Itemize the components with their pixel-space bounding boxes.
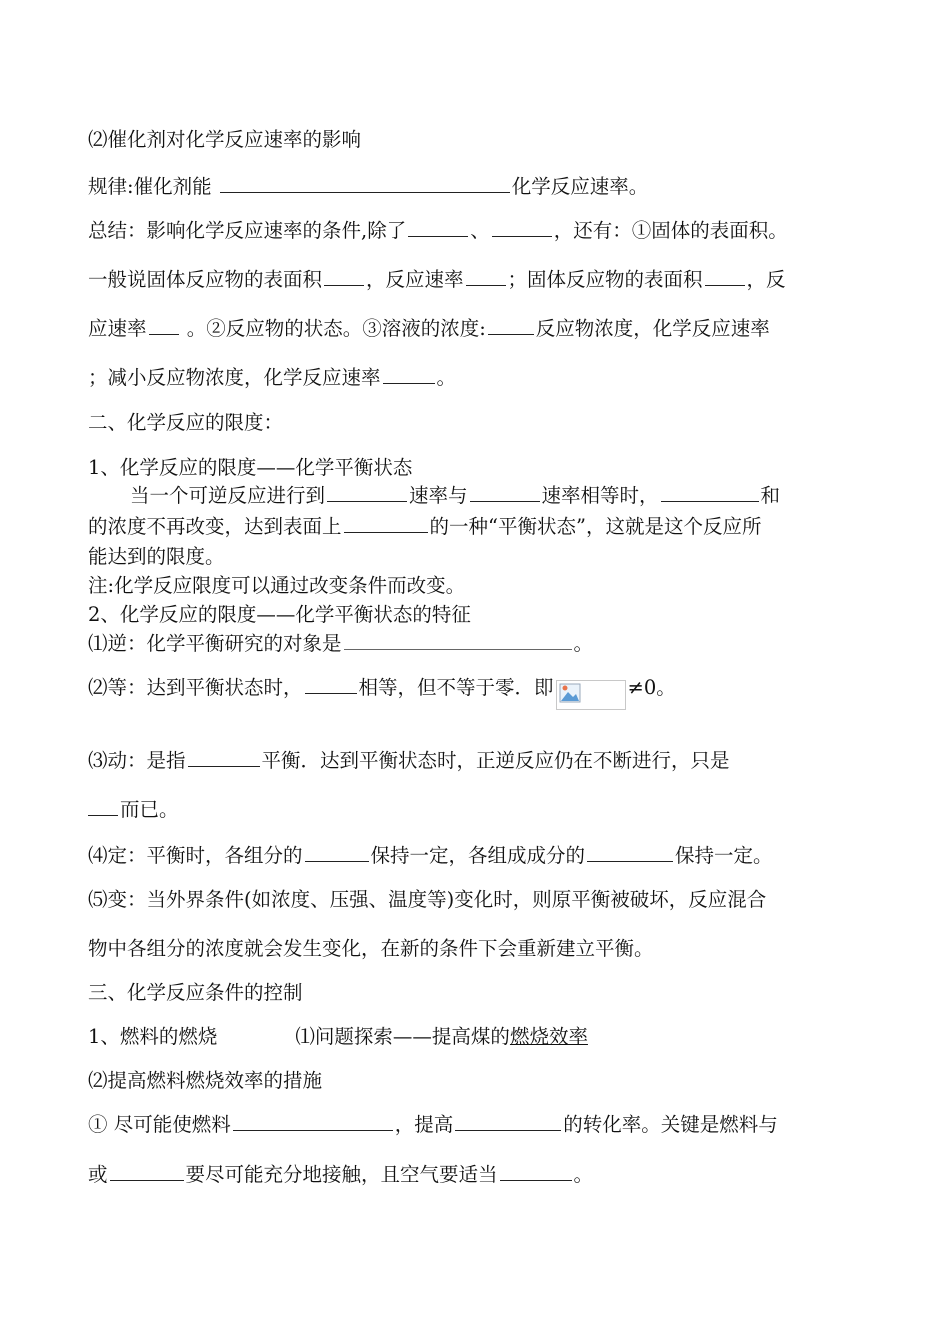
section-3-1-heading	[88, 1021, 588, 1049]
blank[interactable]	[408, 218, 468, 237]
summary-line-1	[88, 215, 788, 243]
blank[interactable]	[344, 631, 572, 650]
text: ⑴问题探索——提高煤的	[295, 1025, 510, 1048]
section-2-1-heading	[88, 452, 412, 480]
text: ⑶动：是指	[88, 749, 186, 772]
section-3-2-heading	[88, 1065, 322, 1093]
text: 化学反应速率。	[511, 175, 649, 198]
text: ；固体反应物的表面积	[507, 268, 703, 291]
text: 保持一定。	[675, 844, 773, 867]
text: 一般说固体反应物的表面积	[88, 268, 323, 291]
text: ⑷定：平衡时，各组分的	[88, 844, 303, 867]
text: 或	[88, 1163, 108, 1186]
blank[interactable]	[470, 483, 540, 502]
section-3-heading	[88, 977, 303, 1005]
text: 和	[760, 484, 781, 507]
summary-line-2	[88, 264, 786, 292]
text: 的一种“平衡状态”，这就是这个反应所	[429, 515, 762, 538]
text: 总结：影响化学反应速率的条件,除了	[88, 219, 407, 242]
blank[interactable]	[587, 843, 673, 862]
blank[interactable]	[110, 1162, 184, 1181]
feature-change-1	[88, 884, 766, 912]
text: 速率相等时，	[541, 484, 659, 507]
section-2-heading	[88, 407, 283, 435]
text: 二、化学反应的限度：	[88, 411, 284, 434]
text: ，提高	[394, 1113, 454, 1136]
section-2-2-heading	[88, 599, 471, 627]
feature-fixed	[88, 840, 773, 868]
underlined-term: 燃烧效率	[509, 1025, 588, 1048]
text: 应速率	[88, 317, 147, 340]
measure-line-1	[88, 1109, 778, 1137]
text: 、	[470, 219, 490, 242]
text: 保持一定，各组成成分的	[370, 844, 586, 867]
text: ，还有：①固体的表面积。	[553, 219, 788, 242]
text: ，反	[746, 268, 786, 291]
blank[interactable]	[455, 1112, 561, 1131]
blank[interactable]	[188, 748, 260, 767]
text: 当一个可逆反应进行到	[130, 484, 326, 507]
text: ⑵提高燃料燃烧效率的措施	[88, 1069, 323, 1092]
blank[interactable]	[305, 843, 369, 862]
text: ⑴逆：化学平衡研究的对象是	[88, 632, 342, 655]
blank[interactable]	[383, 365, 435, 384]
text: ⑵等：达到平衡状态时，	[88, 676, 303, 699]
text: 2、化学反应的限度——化学平衡状态的特征	[88, 603, 471, 626]
blank[interactable]	[149, 316, 179, 335]
note	[88, 570, 465, 598]
text: 1、化学反应的限度——化学平衡状态	[88, 456, 413, 479]
text: ⑸变：当外界条件(如浓度、压强、温度等)变化时，则原平衡被破坏，反应混合	[88, 888, 767, 911]
text: 平衡．达到平衡状态时，正逆反应仍在不断进行，只是	[261, 749, 730, 772]
feature-change-2	[88, 933, 654, 961]
text: 速率与	[409, 484, 468, 507]
text: 。	[573, 632, 594, 655]
text: 注:化学反应限度可以通过改变条件而改变。	[88, 574, 466, 597]
text: ，反应速率	[366, 268, 464, 291]
blank[interactable]	[466, 267, 506, 286]
equilibrium-para-1	[130, 480, 780, 508]
blank[interactable]	[705, 267, 745, 286]
text: ≠0。	[627, 676, 676, 699]
text: 物中各组分的浓度就会发生变化，在新的条件下会重新建立平衡。	[88, 937, 654, 960]
broken-image-icon	[556, 680, 626, 710]
blank[interactable]	[324, 267, 364, 286]
text: 的转化率。关键是燃料与	[563, 1113, 778, 1136]
text: 。	[436, 366, 457, 389]
equilibrium-para-2	[88, 511, 761, 539]
text: 。②反应物的状态。③溶液的浓度:	[180, 317, 486, 340]
text: 的浓度不再改变，达到表面上	[88, 515, 342, 538]
blank[interactable]	[492, 218, 552, 237]
blank[interactable]	[233, 1112, 393, 1131]
catalyst-heading	[88, 124, 361, 152]
blank[interactable]	[327, 483, 407, 502]
summary-line-4	[88, 362, 456, 390]
feature-equal	[88, 672, 676, 710]
blank[interactable]	[344, 514, 428, 533]
text: ；减小反应物浓度，化学反应速率	[88, 366, 381, 389]
feature-dynamic-2	[88, 794, 179, 822]
summary-line-3	[88, 313, 770, 341]
equilibrium-para-3	[88, 541, 225, 569]
blank[interactable]	[88, 797, 118, 816]
text: 规律:催化剂能	[88, 175, 218, 198]
blank[interactable]	[500, 1162, 572, 1181]
text: 三、化学反应条件的控制	[88, 981, 303, 1004]
text: ① 尽可能使燃料	[88, 1113, 231, 1136]
text: 反应物浓度，化学反应速率	[535, 317, 770, 340]
feature-dynamic-1	[88, 745, 730, 773]
text: 1、燃料的燃烧	[88, 1025, 218, 1048]
text: 。	[573, 1163, 594, 1186]
text: 能达到的限度。	[88, 545, 225, 568]
measure-line-2	[88, 1159, 593, 1187]
text: 而已。	[120, 798, 179, 821]
text: 要尽可能充分地接触，且空气要适当	[185, 1163, 498, 1186]
catalyst-rule	[88, 171, 648, 199]
feature-reverse	[88, 628, 593, 656]
text: 相等，但不等于零．即	[358, 676, 554, 699]
blank[interactable]	[305, 675, 357, 694]
text: ⑵催化剂对化学反应速率的影响	[88, 128, 362, 151]
blank[interactable]	[488, 316, 534, 335]
blank[interactable]	[661, 483, 759, 502]
blank[interactable]	[220, 174, 510, 193]
